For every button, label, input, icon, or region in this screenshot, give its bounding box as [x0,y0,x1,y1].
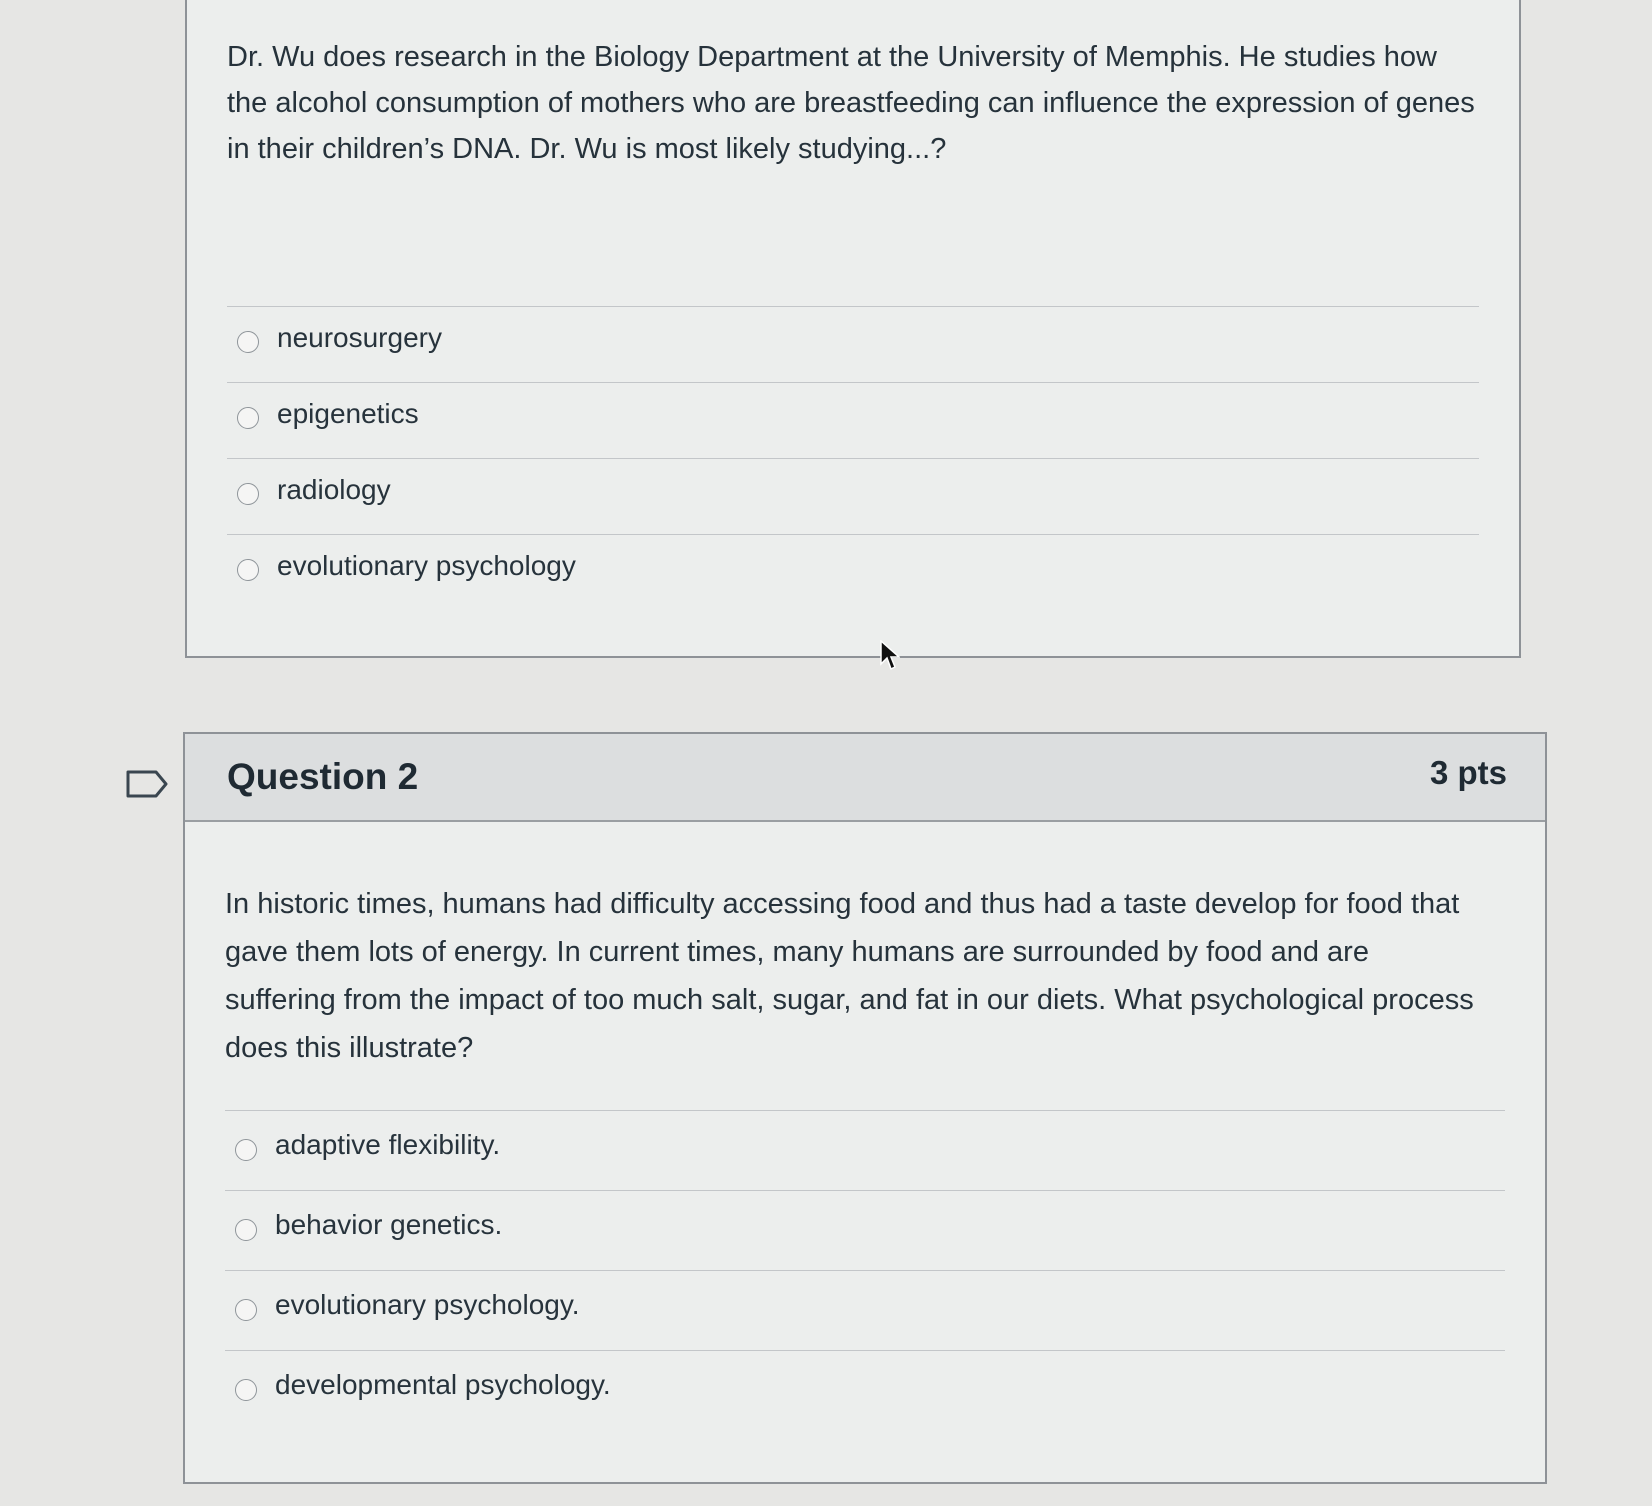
question-header [185,734,1545,822]
radio-button-icon[interactable] [235,1139,257,1161]
question-1-answers [227,306,1479,610]
question-2-answers [225,1110,1505,1430]
answer-label[interactable]: radiology [277,474,391,505]
question-title: Question 2 [227,756,419,797]
answer-label[interactable]: adaptive flexibility. [275,1129,501,1160]
radio-button-icon[interactable] [237,331,259,353]
answer-label[interactable]: evolutionary psychology [277,550,576,581]
answer-option[interactable] [227,534,1479,610]
flag-question-icon[interactable] [126,770,168,798]
answer-option[interactable] [227,306,1479,382]
answer-option[interactable] [225,1190,1505,1270]
answer-label[interactable]: evolutionary psychology. [275,1289,580,1320]
radio-button-icon[interactable] [235,1219,257,1241]
answer-option[interactable] [225,1350,1505,1430]
question-points: 3 pts [1429,754,1507,791]
answer-option[interactable] [227,382,1479,458]
question-2-text: In historic times, humans had difficulty accessing food and thus had a taste develop for food that gave them lots of energy. In current times, many humans are surrounded by food and are suffering from the impact of too much salt, sugar, and fat in our diets. What psychological process does this illustrate? [225,888,1474,1064]
question-card-1 [185,0,1521,658]
mouse-pointer-icon [880,640,900,672]
radio-button-icon[interactable] [237,407,259,429]
question-1-text: Dr. Wu does research in the Biology Department at the University of Memphis. He studies how the alcohol consumption of mothers who are breastfeeding can influence the expression of genes in their children’s DNA. Dr. Wu is most likely studying...? [227,41,1475,165]
answer-label[interactable]: neurosurgery [277,322,442,353]
answer-label[interactable]: developmental psychology. [275,1369,611,1400]
answer-label[interactable]: behavior genetics. [275,1209,503,1240]
answer-option[interactable] [227,458,1479,534]
question-card-2 [183,732,1547,1484]
radio-button-icon[interactable] [237,559,259,581]
answer-option[interactable] [225,1110,1505,1190]
radio-button-icon[interactable] [235,1299,257,1321]
radio-button-icon[interactable] [237,483,259,505]
answer-option[interactable] [225,1270,1505,1350]
radio-button-icon[interactable] [235,1379,257,1401]
answer-label[interactable]: epigenetics [277,398,419,429]
